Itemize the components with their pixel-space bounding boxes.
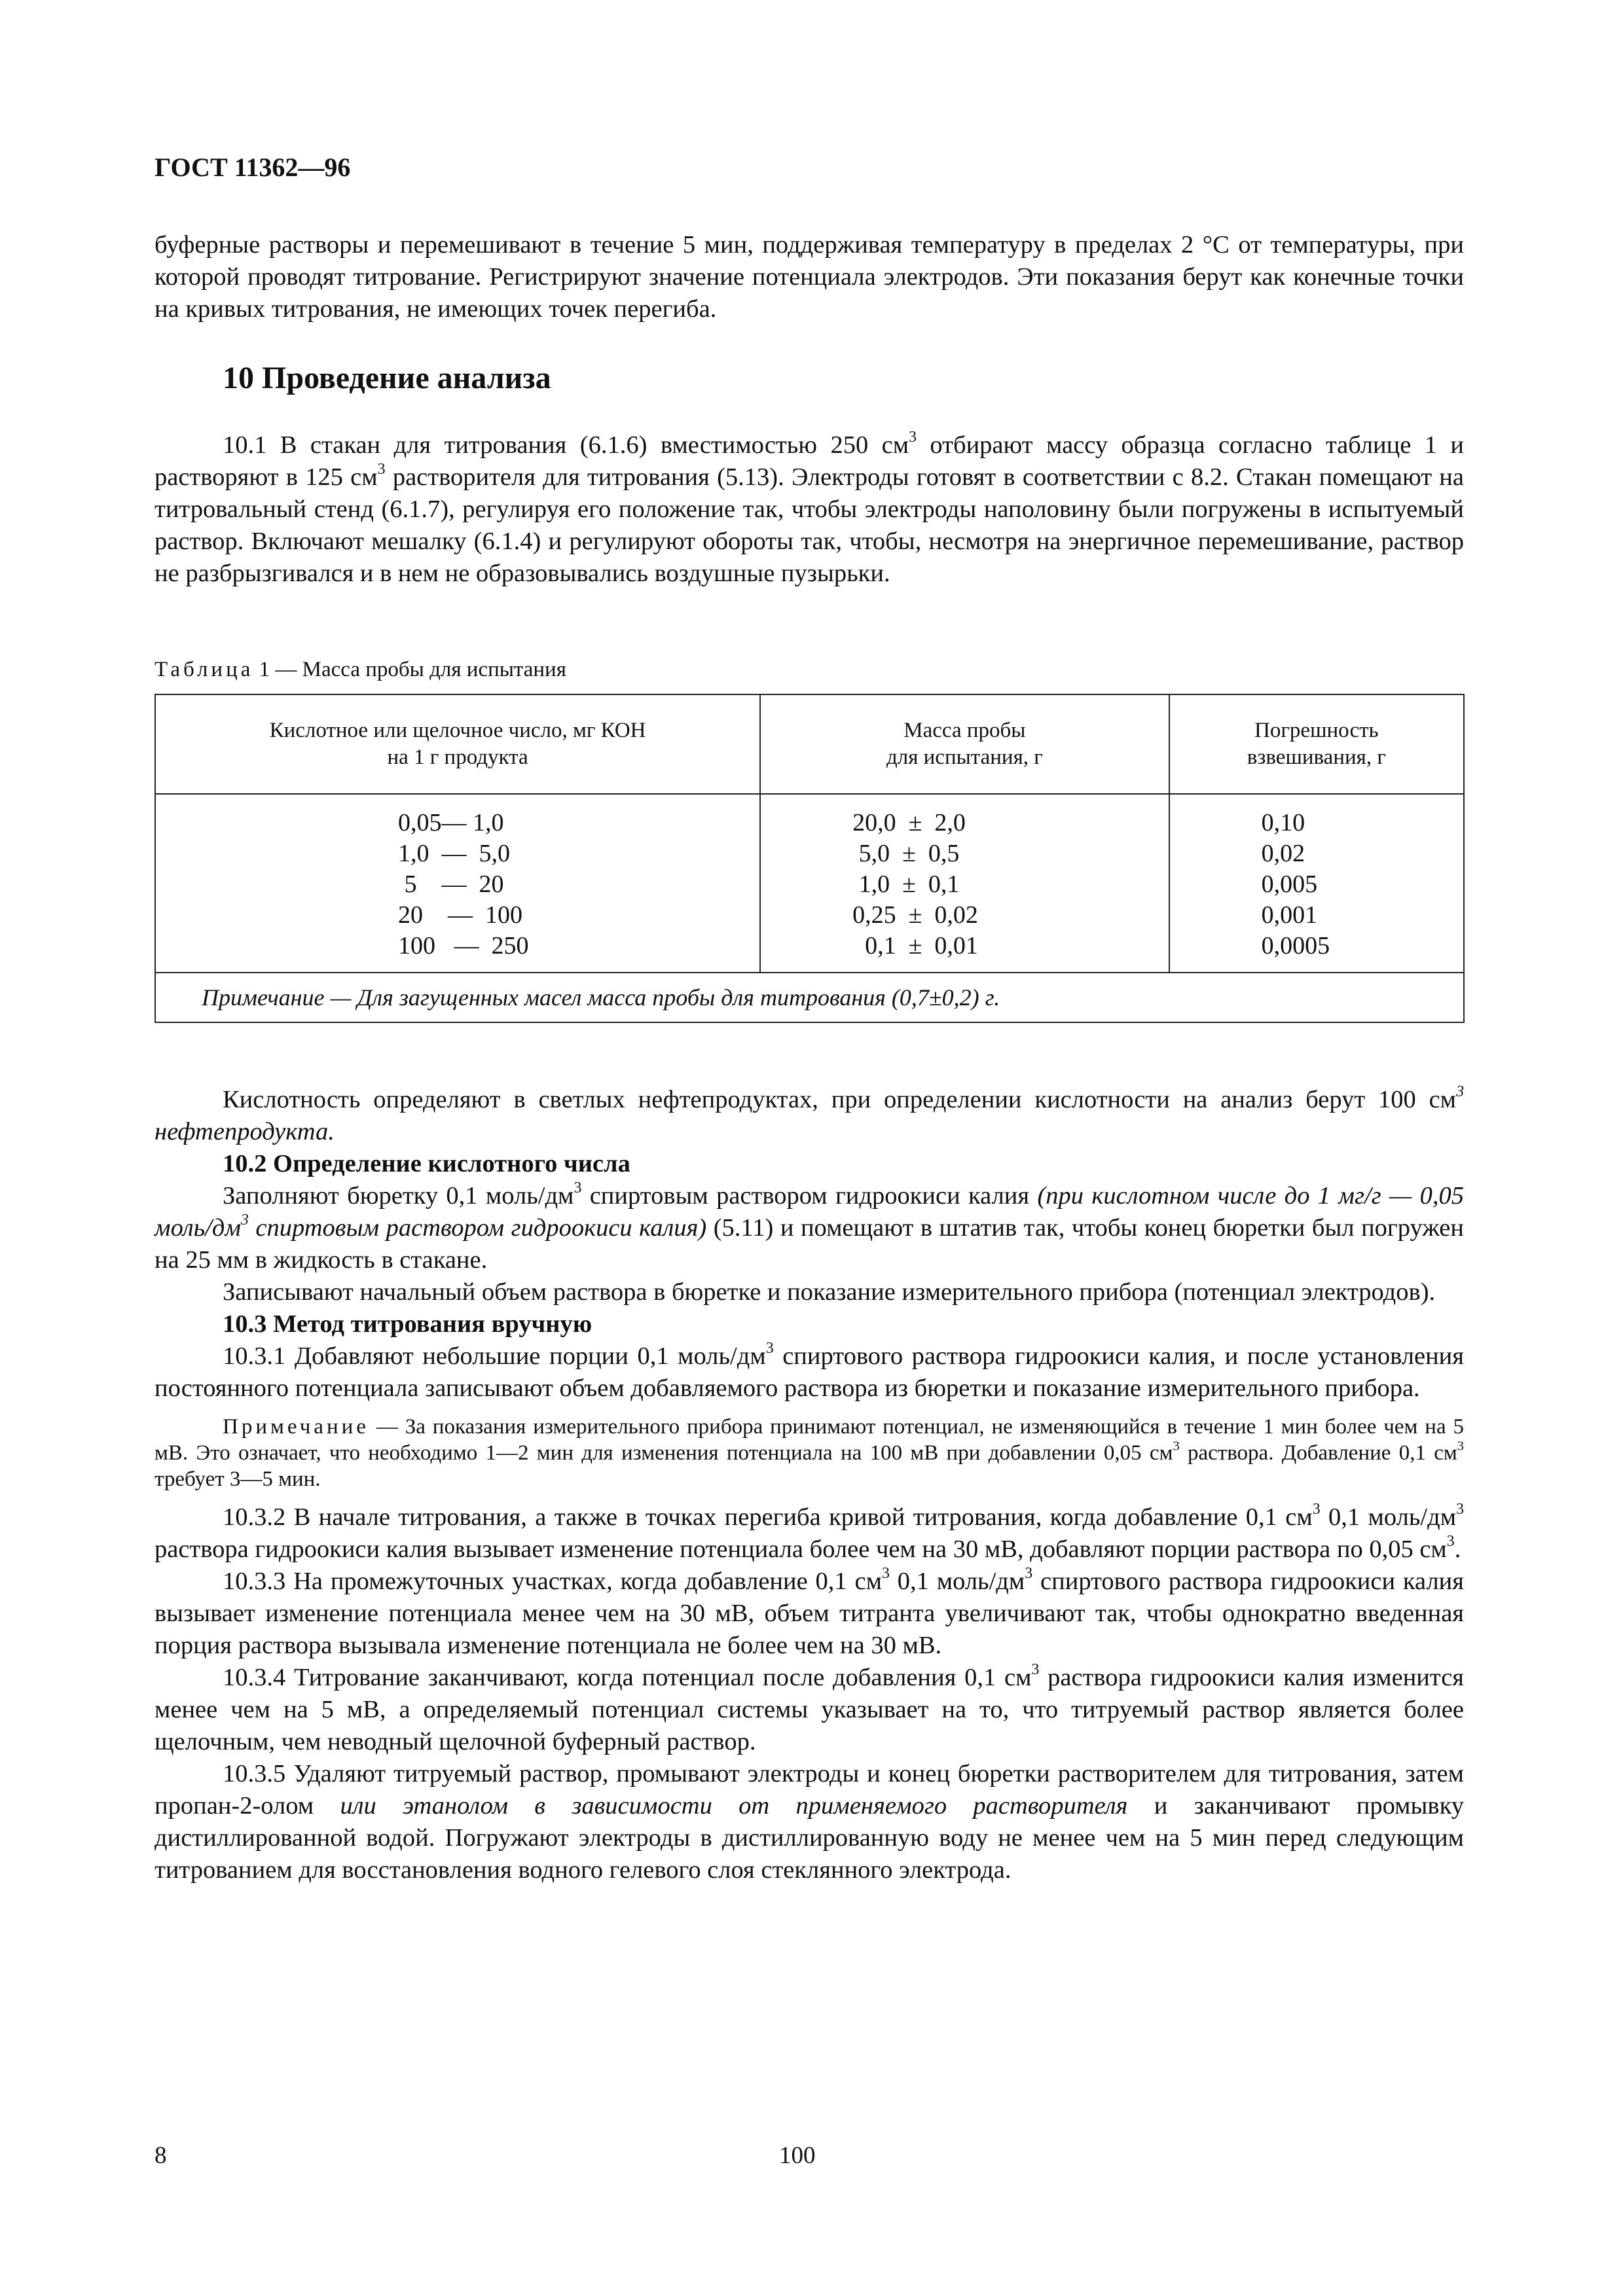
table-header-weighing-error: [1169, 694, 1464, 794]
table-col-acid-number: 0,05— 1,0 1,0 — 5,0 5 — 20 20 — 100 100 — 250: [155, 794, 760, 973]
heading-10-2: 10.2 Определение кислотного числа: [223, 1150, 630, 1177]
table-note: Примечание — Для загущенных масел масса пробы для титрования (0,7±0,2) г.: [155, 973, 1464, 1022]
note-10-3-1: Примечание — За показания измерительного прибора принимают потенциал, не изменяющийся в течение 1 мин более чем на 5 мВ. Это означает, что необходимо 1—2 мин для изменения потенциала на 100 мВ при добавлении 0,05 $см^3$ раствора. Добавление 0,1 $см^3$ требует 3—5 мин.: [155, 1415, 1464, 1491]
heading-10-3: 10.3 Метод титрования вручную: [223, 1310, 593, 1338]
paragraph-10-3-2: 10.3.2 В начале титрования, а также в точках перегиба кривой титрования, когда добавление 0,1 $см^3$ 0,1 моль/$дм^3$ раствора гидроокиси калия вызывает изменение потенциала более чем на 30 мВ, добавляют порции раствора по 0,05 $см^3$.: [155, 1500, 1464, 1563]
table-header-line: Кислотное или щелочное число, мг КОН: [269, 719, 646, 742]
paragraph-10-1: 10.1 В стакан для титрования (6.1.6) вместимостью 250 $см^3$ отбирают массу образца согласно таблице 1 и растворяют в 125 $см^3$ растворителя для титрования (5.13). Электроды готовят в соответствии с 8.2. Стакан помещают на титровальный стенд (6.1.7), регулируя его положение так, чтобы электроды наполовину были погружены в испытуемый раствор. Включают мешалку (6.1.4) и регулируют обороты так, чтобы, несмотря на энергичное перемешивание, раствор не разбрызгивался и в нем не образовывались воздушные пузырьки.: [155, 428, 1464, 587]
mass-table: [155, 694, 1465, 1023]
body-text: [155, 1084, 1464, 1886]
table-header-sample-mass: [760, 694, 1169, 794]
intro-text: буферные растворы и перемешивают в течение 5 мин, поддерживая температуру в пределах 2 °С от температуры, при которой проводят титрование. Регистрируют значение потенциала электродов. Эти показания берут как конечные точки на кривых титрования, не имеющих точек перегиба.: [155, 231, 1464, 323]
paragraph-10-3-5: 10.3.5 Удаляют титруемый раствор, промывают электроды и конец бюретки растворителем для титрования, затем пропан-2-олом или этанолом в зависимости от применяемого растворителя и заканчивают промывку дистиллированной водой. Погружают электроды в дистиллированную воду не менее чем на 5 мин перед следующим титрованием для восстановления водного гелевого слоя стеклянного электрода.: [155, 1760, 1464, 1884]
table-note-row: [155, 973, 1464, 1022]
paragraph-10-2a: Заполняют бюретку 0,1 моль/$дм^3$ спиртовым раствором гидроокиси калия (при кислотном числе до 1 мг/г — 0,05 моль/$дм^3$ спиртовым раствором гидроокиси калия) (5.11) и помещают в штатив так, чтобы конец бюретки был погружен на 25 мм в жидкость в стакане.: [155, 1179, 1464, 1274]
document-header: ГОСТ 11362—96: [155, 152, 351, 182]
paragraph-10-2b: Записывают начальный объем раствора в бюретке и показание измерительного прибора (потенциал электродов).: [223, 1278, 1436, 1306]
section-title: 10 Проведение анализа: [223, 361, 551, 395]
table-col-sample-mass: 20,0 ± 2,0 5,0 ± 0,5 1,0 ± 0,1 0,25 ± 0,02 0,1 ± 0,01: [760, 794, 1169, 973]
table-header-line: для испытания, г: [886, 745, 1043, 769]
table-header-line: Погрешность: [1254, 719, 1379, 742]
acidity-paragraph: Кислотность определяют в светлых нефтепродуктах, при определении кислотности на анализ берут 100 $см^3$ нефтепродукта.: [155, 1083, 1464, 1145]
table-header-line: взвешивания, г: [1247, 745, 1386, 769]
table-caption: Таблица 1 — Масса пробы для испытания: [155, 658, 566, 681]
page-number-left: 8: [155, 2142, 167, 2169]
table-header-row: [155, 694, 1464, 794]
page-number-center: 100: [779, 2142, 816, 2169]
intro-paragraph: [155, 229, 1464, 325]
paragraph-10-3-1: 10.3.1 Добавляют небольшие порции 0,1 моль/$дм^3$ спиртового раствора гидроокиси калия, и после установления постоянного потенциала записывают объем добавляемого раствора из бюретки и показание измерительного прибора.: [155, 1339, 1464, 1402]
paragraph-10-3-3: 10.3.3 На промежуточных участках, когда добавление 0,1 $см^3$ 0,1 моль/$дм^3$ спиртового раствора гидроокиси калия вызывает изменение потенциала менее чем на 30 мВ, объем титранта увеличивают так, чтобы однократно введенная порция раствора вызывала изменение потенциала не более чем на 30 мВ.: [155, 1564, 1464, 1659]
table-col-weighing-error: 0,10 0,02 0,005 0,001 0,0005: [1169, 794, 1464, 973]
paragraph-10-3-4: 10.3.4 Титрование заканчивают, когда потенциал после добавления 0,1 $см^3$ раствора гидроокиси калия изменится менее чем на 5 мВ, а определяемый потенциал системы указывает на то, что титруемый раствор является более щелочным, чем неводный щелочной буферный раствор.: [155, 1660, 1464, 1755]
table-header-acid-number: [155, 694, 760, 794]
table-header-line: Масса пробы: [903, 719, 1026, 742]
table-row: [155, 794, 1464, 973]
table-header-line: на 1 г продукта: [387, 745, 528, 769]
